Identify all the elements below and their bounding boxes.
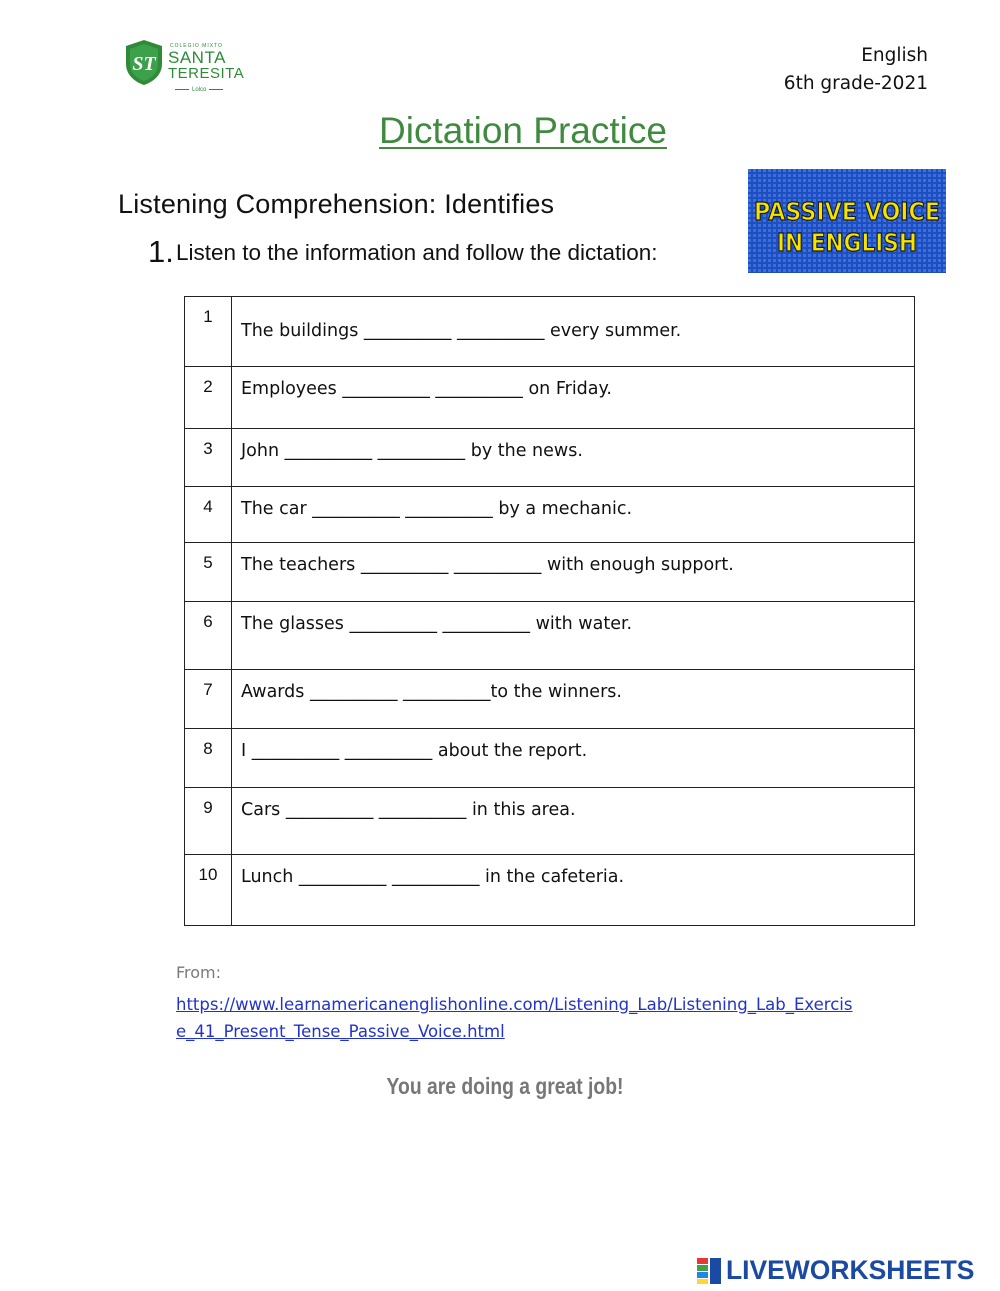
encouragement-message: You are doing a great job! (386, 1073, 624, 1099)
dictation-sentence[interactable]: Awards __________ __________to the winners. (232, 670, 915, 729)
dictation-sentence[interactable]: Lunch __________ __________ in the cafeteria. (232, 855, 915, 926)
liveworksheets-wordmark: LIVEWORKSHEETS (726, 1255, 975, 1285)
school-emblem-icon (122, 38, 166, 86)
school-logo (122, 38, 252, 98)
dictation-sentence[interactable]: Cars __________ __________ in this area. (232, 788, 915, 855)
dictation-row (185, 429, 915, 487)
dictation-row (185, 729, 915, 788)
dictation-row (185, 602, 915, 670)
row-number: 9 (185, 788, 232, 855)
passive-voice-banner (748, 169, 946, 273)
row-number: 10 (185, 855, 232, 926)
dictation-table (184, 296, 915, 926)
instruction-number: 1. (148, 234, 174, 269)
row-number: 8 (185, 729, 232, 788)
dictation-row (185, 788, 915, 855)
dictation-sentence[interactable]: John __________ __________ by the news. (232, 429, 915, 487)
dictation-sentence[interactable]: Employees __________ __________ on Friday. (232, 367, 915, 429)
liveworksheets-brand (697, 1255, 980, 1285)
dictation-row (185, 297, 915, 367)
header-subject: English (861, 45, 928, 66)
source-label: From: (176, 963, 222, 982)
dictation-row (185, 367, 915, 429)
dictation-sentence[interactable]: The buildings __________ __________ every summer. (232, 297, 915, 367)
liveworksheets-logo-icon (697, 1258, 721, 1284)
logo-name-line1: SANTA (168, 48, 226, 67)
row-number: 7 (185, 670, 232, 729)
row-number: 5 (185, 543, 232, 602)
page-title: Dictation Practice (379, 110, 667, 151)
dictation-row (185, 487, 915, 543)
banner-line2: IN ENGLISH (777, 228, 917, 257)
dictation-sentence[interactable]: The car __________ __________ by a mechanic. (232, 487, 915, 543)
logo-small-text: COLEGIO MIXTO (170, 43, 223, 49)
dictation-sentence[interactable]: I __________ __________ about the report. (232, 729, 915, 788)
dictation-sentence[interactable]: The glasses __________ __________ with water. (232, 602, 915, 670)
header-grade: 6th grade-2021 (783, 73, 928, 94)
section-subtitle: Listening Comprehension: Identifies (118, 189, 555, 219)
banner-line1: PASSIVE VOICE (754, 197, 940, 226)
row-number: 1 (185, 297, 232, 367)
logo-monogram: ST (132, 53, 156, 75)
dictation-row (185, 543, 915, 602)
row-number: 2 (185, 367, 232, 429)
row-number: 3 (185, 429, 232, 487)
dictation-row (185, 855, 915, 926)
logo-town: Lolco (172, 87, 226, 93)
instruction-text: Listen to the information and follow the dictation: (176, 240, 658, 265)
dictation-row (185, 670, 915, 729)
row-number: 6 (185, 602, 232, 670)
logo-name-line2: TERESITA (168, 65, 245, 82)
source-link[interactable]: https://www.learnamericanenglishonline.com/Listening_Lab/Listening_Lab_Exercise_41_Present_Tense_Passive_Voice.html (176, 995, 853, 1041)
dictation-sentence[interactable]: The teachers __________ __________ with enough support. (232, 543, 915, 602)
row-number: 4 (185, 487, 232, 543)
